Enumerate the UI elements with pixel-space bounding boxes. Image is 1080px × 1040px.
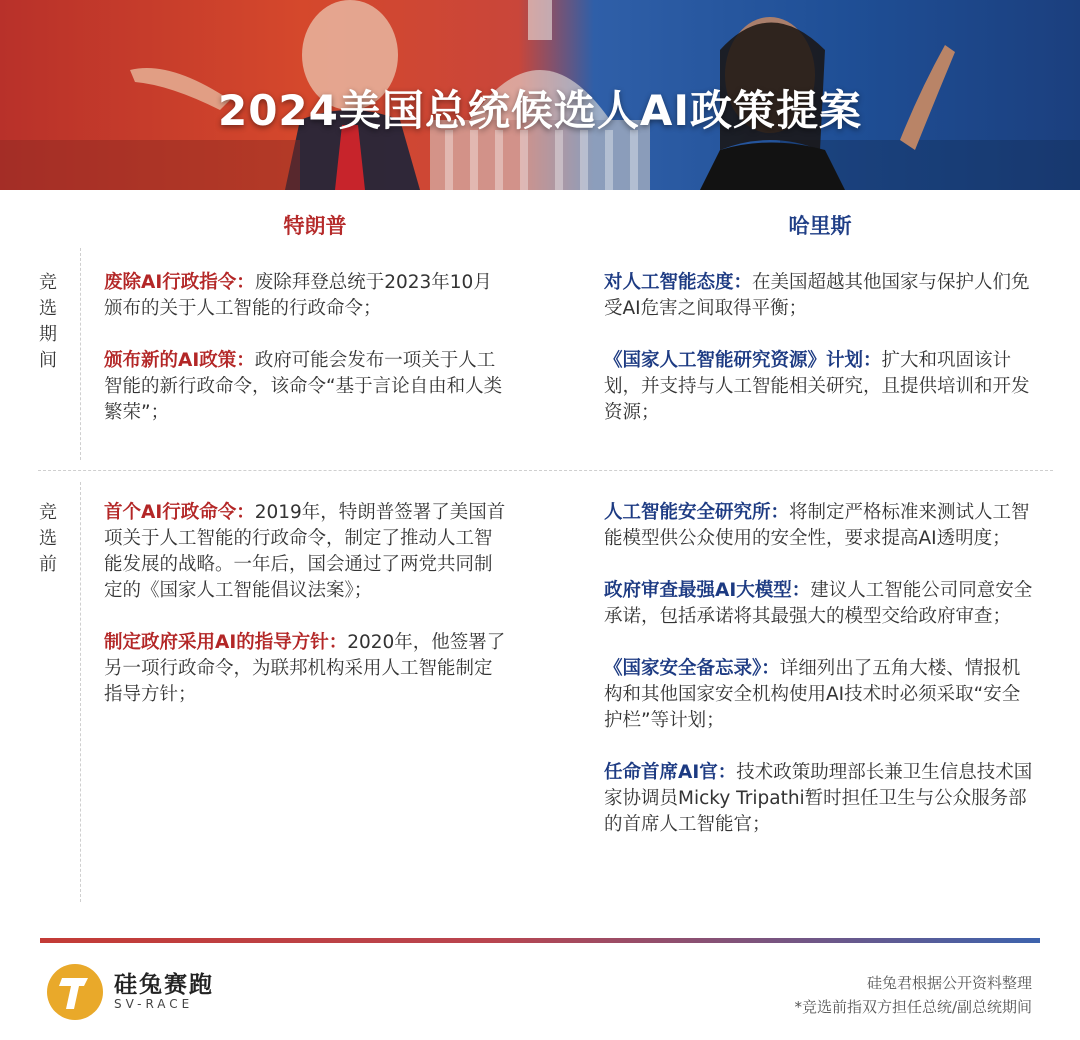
policy-key: 废除AI行政指令：	[104, 272, 255, 293]
policy-text: 扩大和巩固该计划，并支持与人工智能相关研究，且提供培训和开发资源；	[604, 350, 1030, 423]
policy-item	[104, 348, 509, 426]
policy-item	[104, 270, 509, 322]
header-banner	[0, 0, 1080, 190]
sv-race-logo-icon	[46, 963, 104, 1021]
policy-key: 政府审查最强AI大模型：	[604, 580, 811, 601]
policy-item	[104, 500, 509, 604]
footer-divider-bar	[40, 938, 1040, 943]
page-title: 2024美国总统候选人AI政策提案	[217, 86, 863, 135]
definition-note: *竞选前指双方担任总统/副总统期间	[794, 998, 1032, 1016]
policy-text: 建议人工智能公司同意安全承诺，包括承诺将其最强大的模型交给政府审查；	[604, 580, 1033, 627]
policy-item	[604, 500, 1034, 552]
policy-text: 废除拜登总统于2023年10月颁布的关于人工智能的行政命令；	[104, 272, 492, 319]
policy-key: 《国家安全备忘录》：	[604, 658, 780, 679]
policy-key: 对人工智能态度：	[604, 272, 753, 293]
horizontal-divider	[38, 470, 1053, 471]
row-label-campaign: 竞选期间	[39, 272, 57, 371]
vertical-divider-bottom	[80, 482, 81, 902]
policy-text: 政府可能会发布一项关于人工智能的新行政命令，该命令“基于言论自由和人类繁荣”；	[104, 350, 503, 423]
policy-text: 技术政策助理部长兼卫生信息技术国家协调员Micky Tripathi暂时担任卫生与公众服务部的首席人工智能官；	[604, 762, 1033, 835]
harris-campaign-column	[604, 270, 1034, 452]
policy-key: 首个AI行政命令：	[104, 502, 255, 523]
policy-key: 《国家人工智能研究资源》计划：	[604, 350, 882, 371]
harris-before-column	[604, 500, 1034, 864]
harris-column-header: 哈里斯	[788, 214, 852, 238]
policy-key: 制定政府采用AI的指导方针：	[104, 632, 348, 653]
policy-key: 任命首席AI官：	[604, 762, 737, 783]
policy-item	[104, 630, 509, 708]
vertical-divider-top	[80, 248, 81, 460]
policy-text: 在美国超越其他国家与保护人们免受AI危害之间取得平衡；	[604, 272, 1030, 319]
policy-item	[604, 760, 1034, 838]
policy-text: 2020年，他签署了另一项行政命令，为联邦机构采用人工智能制定指导方针；	[104, 632, 506, 705]
policy-text: 详细列出了五角大楼、情报机构和其他国家安全机构使用AI技术时必须采取“安全护栏”等计划；	[604, 658, 1021, 731]
brand-name-cn: 硅兔赛跑	[114, 972, 214, 998]
row-label-before: 竞选前	[39, 502, 57, 575]
source-note: 硅兔君根据公开资料整理	[866, 974, 1032, 992]
trump-campaign-column	[104, 270, 509, 452]
policy-item	[604, 348, 1034, 426]
brand-name-en: SV-RACE	[114, 997, 194, 1011]
policy-key: 颁布新的AI政策：	[104, 350, 255, 371]
policy-item	[604, 656, 1034, 734]
policy-key: 人工智能安全研究所：	[604, 502, 790, 523]
policy-item	[604, 578, 1034, 630]
policy-item	[604, 270, 1034, 322]
policy-text: 将制定严格标准来测试人工智能模型供公众使用的安全性，要求提高AI透明度；	[604, 502, 1030, 549]
trump-column-header: 特朗普	[283, 214, 347, 238]
policy-text: 2019年，特朗普签署了美国首项关于人工智能的行政命令，制定了推动人工智能发展的战略。一年后，国会通过了两党共同制定的《国家人工智能倡议法案》；	[104, 502, 506, 601]
trump-before-column	[104, 500, 509, 734]
